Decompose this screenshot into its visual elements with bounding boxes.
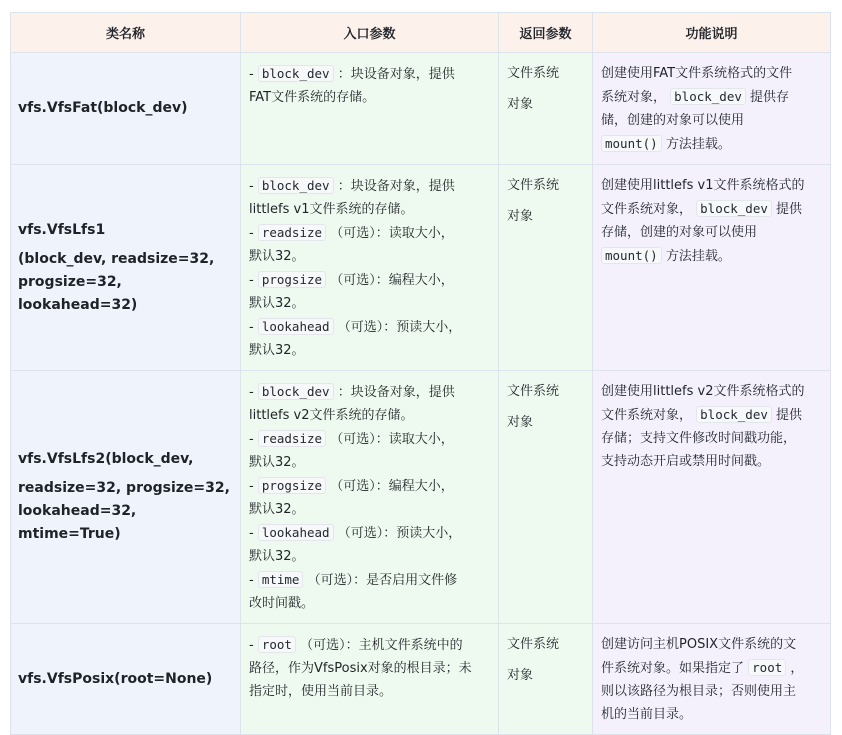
inline-code: progsize: [258, 271, 326, 288]
inline-code: readsize: [258, 224, 326, 241]
returns-line: 对象: [507, 97, 534, 112]
description-cell: 创建使用FAT文件系统格式的文件 系统对象， block_dev 提供存 储，创建的对象可以使用 mount() 方法挂载。: [593, 53, 831, 165]
inline-code: block_dev: [258, 65, 334, 82]
param-item: - progsize （可选）：编程大小， 默认32。: [249, 272, 454, 311]
class-name-line: vfs.VfsLfs2(block_dev,: [18, 451, 194, 467]
inline-code: root: [748, 659, 786, 676]
param-item: - lookahead （可选）：预读大小， 默认32。: [249, 319, 462, 358]
header-params: 入口参数: [241, 13, 499, 53]
param-item: - progsize （可选）：编程大小， 默认32。: [249, 478, 454, 517]
class-name-line: (block_dev, readsize=32,: [18, 250, 215, 267]
inline-code: mount(): [601, 247, 662, 264]
header-row: [11, 13, 831, 53]
table-row: [11, 53, 831, 165]
returns-line: 文件系统: [507, 637, 560, 652]
header-returns: 返回参数: [499, 13, 593, 53]
returns-line: 对象: [507, 415, 534, 430]
class-name-line: vfs.VfsPosix(root=None): [18, 670, 213, 687]
inline-code: progsize: [258, 477, 326, 494]
header-class-name: 类名称: [11, 13, 241, 53]
table-row: [11, 624, 831, 735]
class-name-cell: [11, 624, 241, 735]
description-cell: 创建访问主机POSIX文件系统的文 件系统对象。如果指定了 root ， 则以该路径为根目录；否则使用主 机的当前目录。: [593, 624, 831, 735]
params-cell: [241, 371, 499, 624]
params-cell: [241, 53, 499, 165]
class-name-line: vfs.VfsFat(block_dev): [18, 100, 188, 116]
inline-code: block_dev: [670, 88, 746, 105]
class-name-cell: [11, 53, 241, 165]
inline-code: block_dev: [258, 177, 334, 194]
param-item: - block_dev ：块设备对象，提供 littlefs v2文件系统的存储。: [249, 384, 455, 423]
returns-line: 对象: [507, 209, 534, 224]
class-name-cell: [11, 165, 241, 371]
param-item: - root （可选）：主机文件系统中的 路径，作为VfsPosix对象的根目录；未 指定时，使用当前目录。: [249, 637, 472, 699]
table-body: [11, 53, 831, 735]
description-cell: 创建使用littlefs v2文件系统格式的 文件系统对象， block_dev 提供 存储；支持文件修改时间戳功能， 支持动态开启或禁用时间戳。: [593, 371, 831, 624]
api-table: [10, 12, 831, 735]
returns-line: 文件系统: [507, 66, 560, 81]
params-cell: [241, 165, 499, 371]
returns-cell: [499, 53, 593, 165]
inline-code: lookahead: [258, 318, 334, 335]
table-row: [11, 371, 831, 624]
param-item: - readsize （可选）：读取大小， 默认32。: [249, 225, 454, 264]
inline-code: mount(): [601, 135, 662, 152]
inline-code: block_dev: [696, 406, 772, 423]
header-description: 功能说明: [593, 13, 831, 53]
param-item: - block_dev ：块设备对象，提供 FAT文件系统的存储。: [249, 66, 455, 105]
param-item: - block_dev ：块设备对象，提供 littlefs v1文件系统的存储。: [249, 178, 455, 217]
returns-line: 文件系统: [507, 384, 560, 399]
inline-code: mtime: [258, 571, 304, 588]
returns-line: 文件系统: [507, 178, 560, 193]
returns-cell: [499, 165, 593, 371]
param-item: - lookahead （可选）：预读大小， 默认32。: [249, 525, 462, 564]
returns-cell: [499, 371, 593, 624]
table-row: [11, 165, 831, 371]
param-item: - mtime （可选）：是否启用文件修 改时间戳。: [249, 572, 458, 611]
class-name-line: progsize=32, lookahead=32): [18, 273, 138, 313]
returns-line: 对象: [507, 668, 534, 683]
inline-code: block_dev: [258, 383, 334, 400]
inline-code: lookahead: [258, 524, 334, 541]
param-item: - readsize （可选）：读取大小， 默认32。: [249, 431, 454, 470]
params-cell: [241, 624, 499, 735]
class-name-cell: [11, 371, 241, 624]
inline-code: readsize: [258, 430, 326, 447]
inline-code: root: [258, 636, 296, 653]
class-name-line: vfs.VfsLfs1: [18, 221, 106, 238]
returns-cell: [499, 624, 593, 735]
class-name-line: lookahead=32, mtime=True): [18, 503, 137, 542]
inline-code: block_dev: [696, 200, 772, 217]
class-name-line: readsize=32, progsize=32,: [18, 480, 230, 496]
description-cell: 创建使用littlefs v1文件系统格式的 文件系统对象， block_dev 提供 存储，创建的对象可以使用 mount() 方法挂载。: [593, 165, 831, 371]
